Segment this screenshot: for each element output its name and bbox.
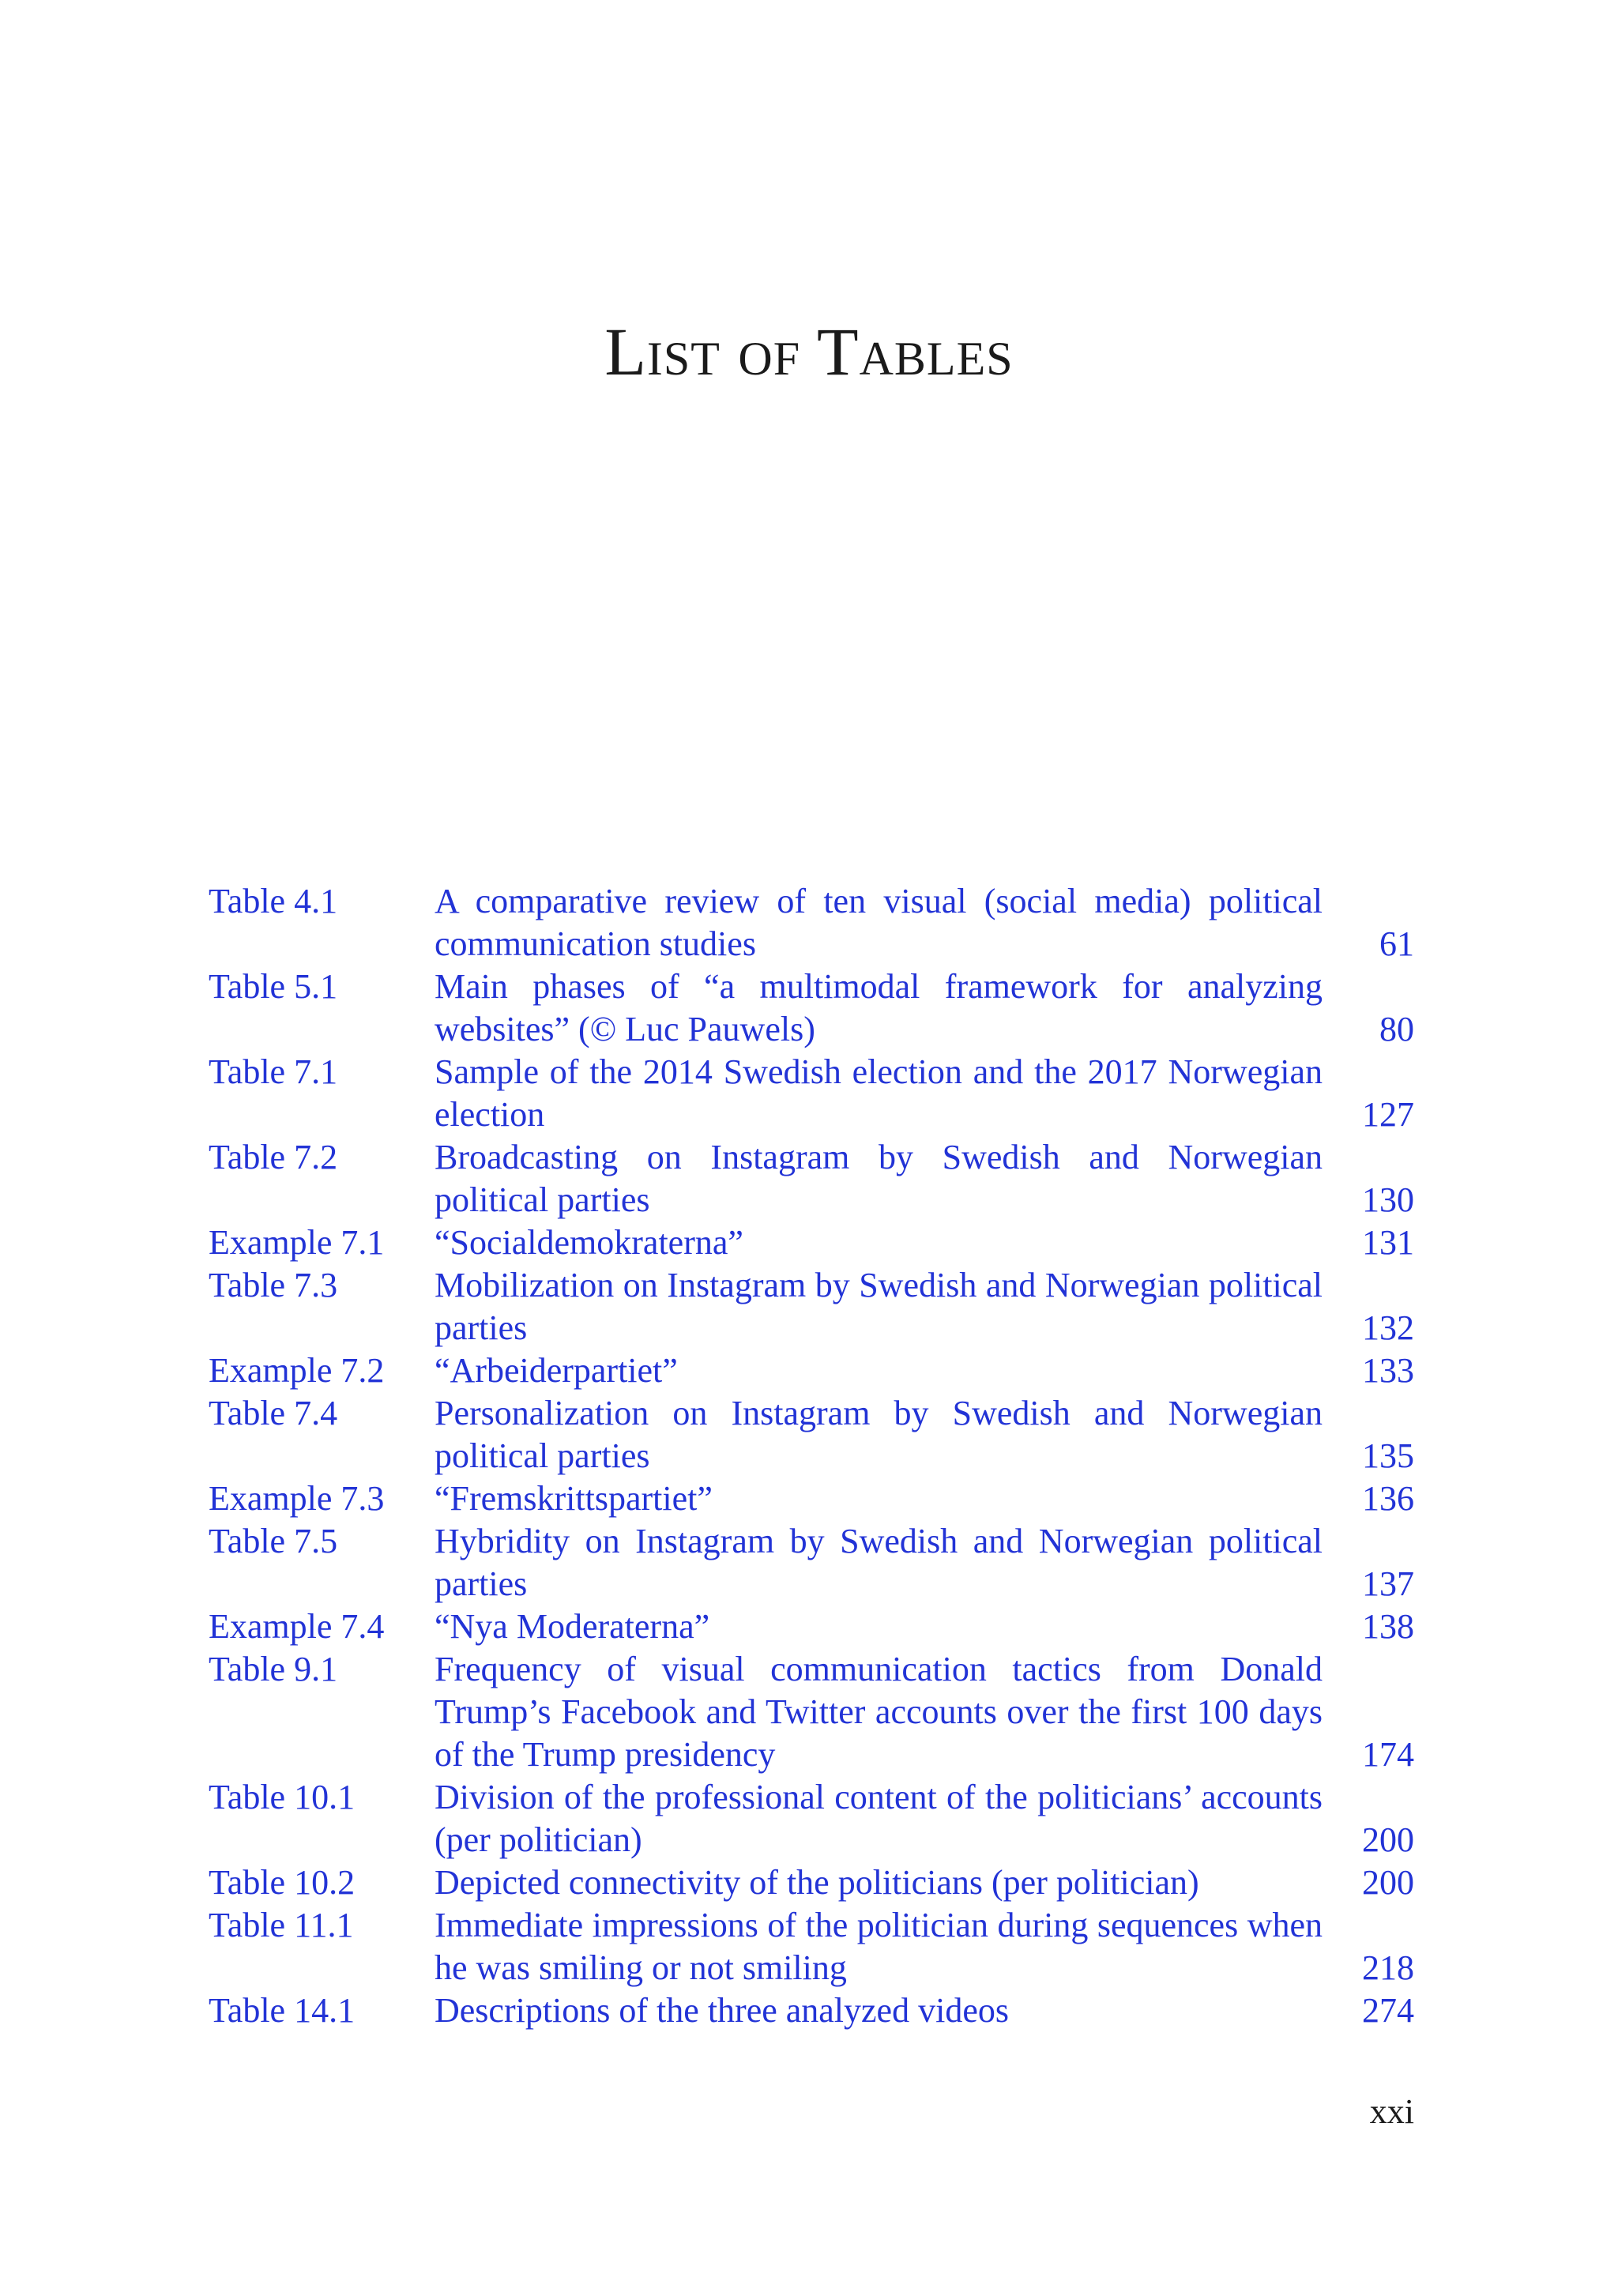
toc-entry-page: 61 — [1379, 924, 1414, 963]
toc-entry-example-7-3[interactable] — [209, 1477, 1414, 1520]
toc-entry-label: Table 7.2 — [209, 1138, 338, 1176]
toc-entry-table-7-3[interactable] — [209, 1264, 1414, 1349]
toc-entry-page: 218 — [1362, 1948, 1414, 1987]
toc-entry-label: Example 7.2 — [209, 1351, 385, 1390]
toc-entry-table-11-1[interactable] — [209, 1904, 1414, 1989]
toc-entry-label: Table 7.1 — [209, 1052, 338, 1091]
toc-entry-title: Sample of the 2014 Swedish election and the 2017 Norwegian election — [435, 1052, 1323, 1134]
toc-entry-page: 135 — [1362, 1436, 1414, 1475]
toc-entry-title: Mobilization on Instagram by Swedish and Norwegian political parties — [435, 1266, 1323, 1347]
toc-entry-title: “Socialdemokraterna” — [435, 1223, 743, 1262]
toc-entry-page: 137 — [1362, 1564, 1414, 1603]
toc-entry-page: 130 — [1362, 1180, 1414, 1219]
toc-entry-label: Table 7.3 — [209, 1266, 338, 1304]
toc-entry-title: Depicted connectivity of the politicians (per politician) — [435, 1863, 1199, 1902]
toc-entry-table-9-1[interactable] — [209, 1648, 1414, 1776]
toc-entry-table-7-4[interactable] — [209, 1392, 1414, 1477]
toc-entry-label: Example 7.1 — [209, 1223, 385, 1262]
toc-entry-title: Hybridity on Instagram by Swedish and Norwegian political parties — [435, 1522, 1323, 1603]
toc-entry-label: Table 10.1 — [209, 1778, 356, 1816]
toc-entry-title: Division of the professional content of the politicians’ accounts (per politician) — [435, 1778, 1323, 1859]
toc-entry-table-14-1[interactable] — [209, 1989, 1414, 2032]
toc-entry-title: “Arbeiderpartiet” — [435, 1351, 678, 1390]
toc-entry-page: 133 — [1362, 1351, 1414, 1390]
toc-entry-title: Descriptions of the three analyzed videos — [435, 1991, 1009, 2030]
page-title: List of Tables — [604, 314, 1014, 390]
toc-entry-title: A comparative review of ten visual (social media) political communication studies — [435, 882, 1323, 963]
toc-entry-label: Table 11.1 — [209, 1906, 354, 1944]
toc-entry-page: 138 — [1362, 1607, 1414, 1646]
toc-entry-page: 200 — [1362, 1820, 1414, 1859]
toc-entry-example-7-4[interactable] — [209, 1605, 1414, 1648]
toc-entry-label: Table 7.4 — [209, 1394, 338, 1432]
toc-entry-label: Table 7.5 — [209, 1522, 338, 1560]
toc-entry-table-5-1[interactable] — [209, 965, 1414, 1051]
toc-entry-table-4-1[interactable] — [209, 880, 1414, 965]
toc-entry-table-10-2[interactable] — [209, 1861, 1414, 1904]
toc-entry-title: Personalization on Instagram by Swedish and Norwegian political parties — [435, 1394, 1323, 1475]
toc-entry-example-7-2[interactable] — [209, 1349, 1414, 1392]
toc-entry-title: Immediate impressions of the politician during sequences when he was smiling or not smiling — [435, 1906, 1323, 1987]
toc-entry-label: Table 10.2 — [209, 1863, 356, 1902]
toc-entry-label: Example 7.4 — [209, 1607, 385, 1646]
toc-entry-page: 80 — [1379, 1010, 1414, 1048]
toc-entry-page: 274 — [1362, 1991, 1414, 2030]
toc-entry-label: Table 9.1 — [209, 1650, 338, 1688]
toc-entry-table-7-2[interactable] — [209, 1136, 1414, 1221]
toc-entry-title: Main phases of “a multimodal framework for analyzing websites” (© Luc Pauwels) — [435, 967, 1323, 1048]
toc-entry-label: Table 5.1 — [209, 967, 338, 1006]
toc-entry-label: Table 4.1 — [209, 882, 338, 920]
toc-entry-label: Example 7.3 — [209, 1479, 385, 1518]
toc-entry-page: 200 — [1362, 1863, 1414, 1902]
toc-entry-table-10-1[interactable] — [209, 1776, 1414, 1861]
toc-entry-title: Frequency of visual communication tactics from Donald Trump’s Facebook and Twitter accounts over the first 100 days of the Trump presidency — [435, 1650, 1323, 1774]
toc-entry-page: 136 — [1362, 1479, 1414, 1518]
toc-entry-page: 127 — [1362, 1095, 1414, 1134]
toc-entry-page: 131 — [1362, 1223, 1414, 1262]
toc-entry-title: Broadcasting on Instagram by Swedish and Norwegian political parties — [435, 1138, 1323, 1219]
toc-entry-label: Table 14.1 — [209, 1991, 356, 2030]
page-number: xxi — [1369, 2092, 1414, 2131]
toc-entry-page: 174 — [1362, 1735, 1414, 1774]
toc-entry-title: “Nya Moderaterna” — [435, 1607, 710, 1646]
toc-entry-title: “Fremskrittspartiet” — [435, 1479, 713, 1518]
list-of-tables — [209, 880, 1414, 2032]
toc-entry-example-7-1[interactable] — [209, 1221, 1414, 1264]
toc-entry-page: 132 — [1362, 1308, 1414, 1347]
toc-entry-table-7-5[interactable] — [209, 1520, 1414, 1605]
toc-entry-table-7-1[interactable] — [209, 1051, 1414, 1136]
